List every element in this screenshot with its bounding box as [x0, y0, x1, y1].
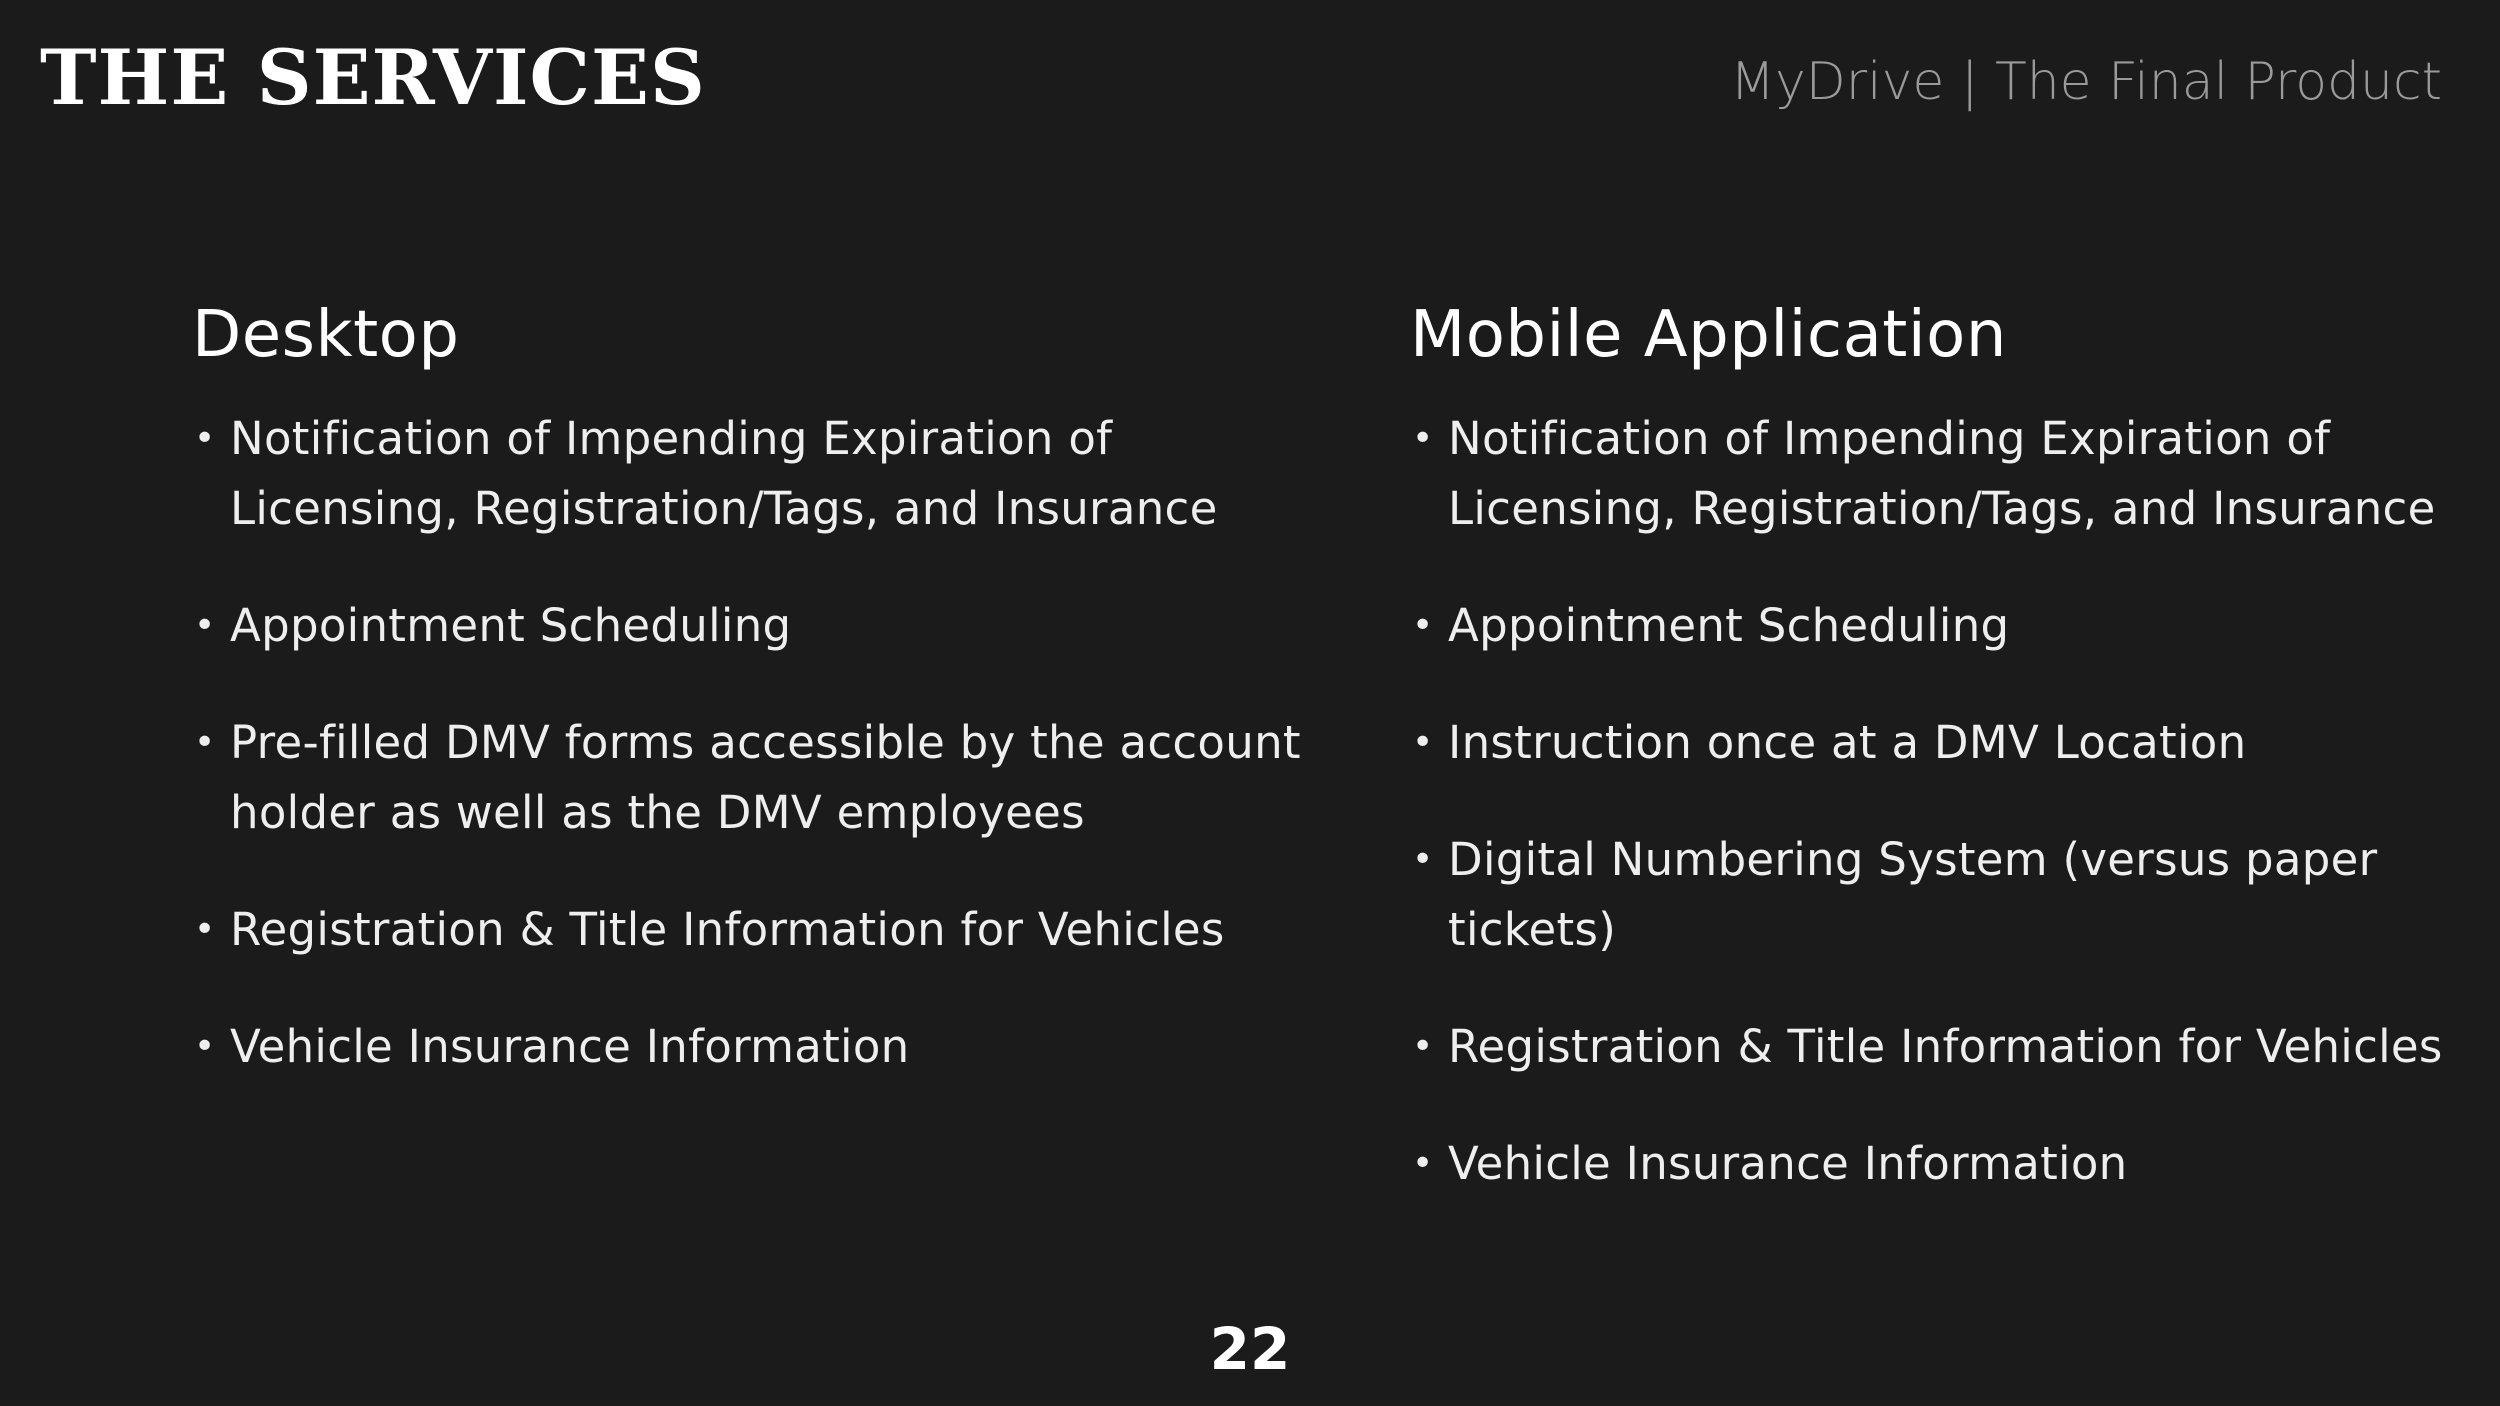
column-heading: Desktop: [192, 298, 460, 372]
list-item: [1410, 1129, 2470, 1199]
list-item-text: Registration & Title Information for Vehicles: [1448, 1020, 2443, 1074]
bullet-icon: •: [1412, 605, 1434, 647]
list-item-text: Vehicle Insurance Information: [1448, 1137, 2128, 1191]
bullet-icon: •: [194, 909, 216, 951]
bullet-icon: •: [1412, 1143, 1434, 1185]
desktop-column: [192, 300, 1332, 1129]
bullet-icon: •: [194, 418, 216, 460]
bullet-icon: •: [1412, 839, 1434, 881]
list-item-text: Vehicle Insurance Information: [230, 1020, 910, 1074]
list-item: [192, 708, 1332, 848]
list-item-text: Notification of Impending Expiration of Licensing, Registration/Tags, and Insurance: [1448, 412, 2436, 536]
list-item: [1410, 825, 2470, 965]
mobile-application-column: [1410, 300, 2470, 1246]
list-item: [192, 1012, 1332, 1082]
bullet-icon: •: [1412, 1026, 1434, 1068]
bullet-icon: •: [1412, 722, 1434, 764]
list-item: [192, 591, 1332, 661]
list-item-text: Notification of Impending Expiration of Licensing, Registration/Tags, and Insurance: [230, 412, 1218, 536]
list-item: [192, 895, 1332, 965]
page-number: 22: [1209, 1315, 1291, 1383]
list-item: [1410, 708, 2470, 778]
list-item-text: Registration & Title Information for Vehicles: [230, 903, 1225, 957]
list-item-text: Appointment Scheduling: [230, 599, 792, 653]
bullet-list: [192, 404, 1332, 1082]
list-item: [1410, 591, 2470, 661]
bullet-icon: •: [1412, 418, 1434, 460]
slide-subtitle: MyDrive | The Final Product: [1730, 52, 2442, 112]
list-item-text: Appointment Scheduling: [1448, 599, 2010, 653]
list-item-text: Digital Numbering System (versus paper tickets): [1448, 833, 2378, 957]
bullet-icon: •: [194, 605, 216, 647]
list-item: [192, 404, 1332, 544]
bullet-list: [1410, 404, 2470, 1199]
bullet-icon: •: [194, 1026, 216, 1068]
list-item: [1410, 404, 2470, 544]
column-heading: Mobile Application: [1410, 298, 2007, 372]
list-item-text: Pre-filled DMV forms accessible by the account holder as well as the DMV employees: [230, 716, 1301, 840]
list-item: [1410, 1012, 2470, 1082]
list-item-text: Instruction once at a DMV Location: [1448, 716, 2247, 770]
slide-title: THE SERVICES: [40, 33, 706, 122]
bullet-icon: •: [194, 722, 216, 764]
